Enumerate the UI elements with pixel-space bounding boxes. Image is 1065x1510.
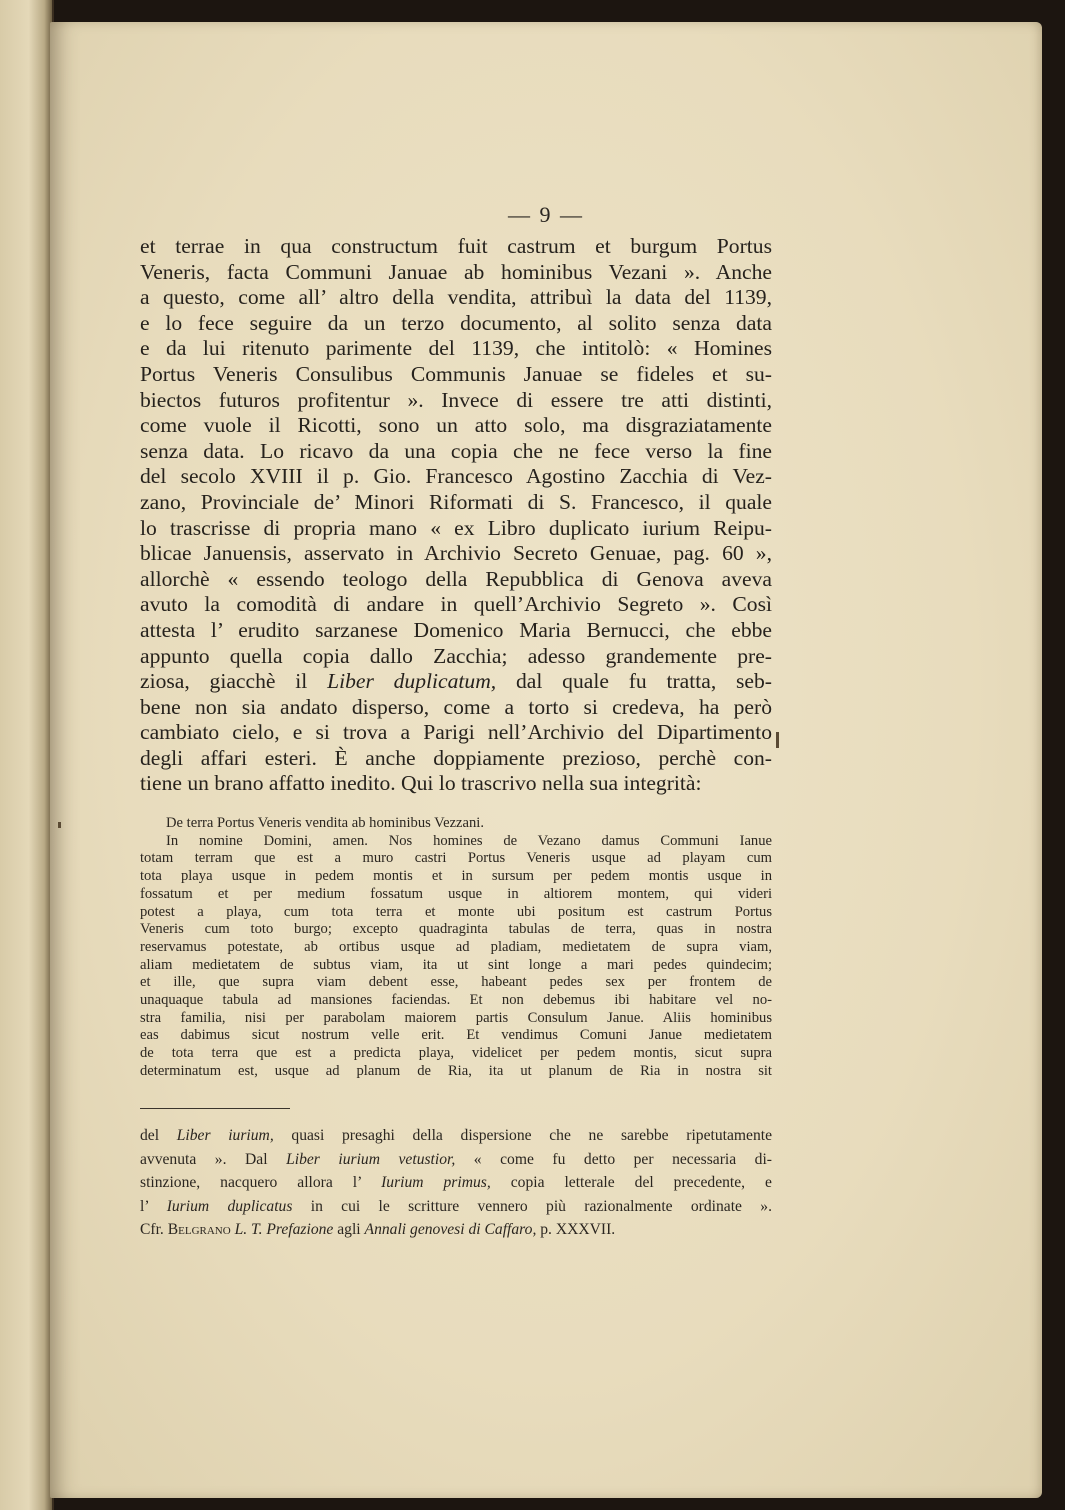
italic-title: Annali genovesi di Caffaro, <box>364 1221 537 1239</box>
italic-title: Liber duplicatum, <box>327 669 497 694</box>
quote-line: In nomine Domini, amen. Nos homines de Vezano damus Communi Ianue <box>166 832 772 849</box>
italic-title: Iurium duplicatus <box>166 1197 293 1215</box>
page-number: — 9 — <box>508 202 584 227</box>
footnote-line <box>140 1124 772 1148</box>
text-run: copia letterale del precedente, e <box>490 1174 772 1192</box>
text-run: stinzione, nacquero allora l’ <box>140 1174 382 1192</box>
quote-heading: De terra Portus Veneris vendita ab hominibus Vezzani. <box>166 815 485 831</box>
text-line: come vuole il Ricotti, sono un atto solo, ma disgraziatamente <box>140 413 772 438</box>
footnote-separator <box>140 1108 290 1109</box>
quote-line: potest a playa, cum tota terra et monte ubi positum est castrum Portus <box>140 903 772 920</box>
text-run: l’ <box>140 1197 167 1215</box>
text-run: dal quale fu tratta, seb- <box>496 669 772 694</box>
text-line: allorchè « essendo teologo della Repubblica di Genova aveva <box>140 566 772 591</box>
footnote <box>140 1124 772 1242</box>
text-line: bene non sia andato disperso, come a torto si credeva, ha però <box>140 694 772 719</box>
text-line: lo trascrisse di propria mano « ex Libro duplicato iurium Reipu- <box>140 515 772 540</box>
quote-line: stra familia, nisi per parabolam maiorem partis Consulum Janue. Aliis hominibus <box>140 1009 772 1026</box>
text-run: Cfr. <box>140 1221 168 1239</box>
text-run: in cui le scritture vennero più razionalmente ordinate ». <box>292 1197 772 1215</box>
italic-title: Iurium primus, <box>381 1174 491 1192</box>
text-line: avuto la comodità di andare in quell’Archivio Segreto ». Così <box>140 592 772 617</box>
text-line: blicae Januensis, asservato in Archivio Secreto Genuae, pag. 60 », <box>140 541 772 566</box>
latin-document-quote <box>140 815 772 1081</box>
quote-line: de tota terra que est a predicta playa, videlicet per pedem montis, sicut supra <box>140 1045 772 1062</box>
quote-line: fossatum et per medium fossatum usque in altiorem montem, qui videri <box>140 885 772 902</box>
quote-line: Veneris cum toto burgo; excepto quadraginta tabulas de terra, quas in nostra <box>140 921 772 938</box>
text-line: e da lui ritenuto parimente del 1139, che intitolò: « Homines <box>140 336 772 361</box>
previous-page-edge <box>0 0 54 1510</box>
text-run: ziosa, giacchè il <box>140 669 308 694</box>
italic-title: Liber iurium vetustior, <box>286 1150 456 1168</box>
footnote-line <box>140 1171 772 1195</box>
text-line: attesta l’ erudito sarzanese Domenico Maria Bernucci, che ebbe <box>140 617 772 642</box>
text-run: quasi presaghi della dispersione che ne sarebbe ripetutamente <box>273 1127 772 1144</box>
text-line: Veneris, facta Communi Januae ab hominibus Vezani ». Anche <box>140 259 772 284</box>
quote-line: determinatum est, usque ad planum de Ria, ita ut planum de Ria in nostra sit <box>140 1062 772 1079</box>
text-line: biectos futuros profitentur ». Invece di essere tre atti distinti, <box>140 387 772 412</box>
main-text <box>140 234 772 797</box>
quote-line: tota playa usque in pedem montis et in sursum per pedem montis usque in <box>140 868 772 885</box>
italic-title: Liber iurium, <box>176 1127 274 1144</box>
text-line: e lo fece seguire da un terzo documento, al solito senza data <box>140 310 772 335</box>
text-line: et terrae in qua constructum fuit castrum et burgum Portus <box>140 234 772 258</box>
text-line: Portus Veneris Consulibus Communis Januae se fideles et su- <box>140 361 772 386</box>
text-line: senza data. Lo ricavo da una copia che ne fece verso la fine <box>140 438 772 463</box>
text-run: « come fu detto per necessaria di- <box>455 1150 772 1168</box>
quote-line: eas dabimus sicut nostrum velle erit. Et vendimus Comuni Janue medietatem <box>140 1027 772 1044</box>
quote-line: unaquaque tabula ad mansiones faciendas. Et non debemus ibi habitare vel no- <box>140 992 772 1009</box>
footnote-line <box>140 1195 772 1219</box>
paper-speck <box>776 732 779 748</box>
text-line: appunto quella copia dallo Zacchia; adesso grandemente pre- <box>140 643 772 668</box>
italic-title: L. T. Prefazione <box>230 1221 334 1239</box>
footnote-line <box>140 1218 772 1242</box>
text-run: avvenuta ». Dal <box>140 1150 287 1168</box>
text-line: cambiato cielo, e si trova a Parigi nell’Archivio del Dipartimento <box>140 720 772 745</box>
text-line <box>140 669 772 695</box>
quote-line: reservamus potestate, ab ortibus usque ad pladiam, medietatem de supra viam, <box>140 938 772 955</box>
text-line: a questo, come all’ altro della vendita, attribuì la data del 1139, <box>140 285 772 310</box>
quote-line: aliam medietatem de subtus viam, ita ut sint longe a mari pedes quindecim; <box>140 956 772 973</box>
text-run: del <box>140 1127 177 1144</box>
text-line: del secolo XVIII il p. Gio. Francesco Agostino Zacchia di Vez- <box>140 464 772 489</box>
text-run: agli <box>333 1221 365 1239</box>
author-name: Belgrano <box>167 1221 231 1239</box>
text-line: degli affari esteri. È anche doppiamente prezioso, perchè con- <box>140 745 772 770</box>
quote-line: et ille, que supra viam debent esse, habeant pedes sex per frontem de <box>140 974 772 991</box>
text-line: tiene un brano affatto inedito. Qui lo trascrivo nella sua integrità: <box>140 771 702 796</box>
text-run: p. XXXVII. <box>536 1221 616 1239</box>
quote-line: totam terram que est a muro castri Portus Veneris usque ad playam cum <box>140 850 772 867</box>
text-line: zano, Provinciale de’ Minori Riformati di S. Francesco, il quale <box>140 489 772 514</box>
paper-speck <box>58 822 61 828</box>
footnote-line <box>140 1148 772 1172</box>
